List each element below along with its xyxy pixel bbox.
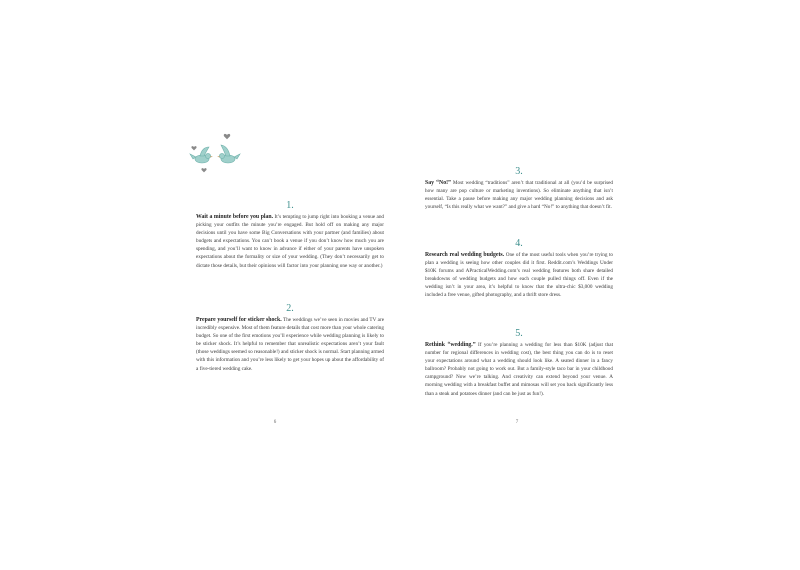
heart-icon [224, 134, 230, 139]
tip-paragraph [425, 179, 613, 211]
tip-body: Most wedding “traditions” aren’t that traditional at all (you’d be surprised how many are pop culture or marketing inventions). So eliminate anything that isn’t essential. Take a pause before making any major wedding planning decisions and ask yourself, “Is this really what we want?” and give a hard “No!” to anything that doesn’t fit. [425, 180, 613, 211]
page-number-left: 6 [273, 420, 277, 425]
tip-lead: Wait a minute before you plan. [196, 214, 274, 220]
tip-5 [425, 328, 613, 398]
tip-paragraph [425, 251, 613, 300]
tip-body: One of the most useful tools when you’re trying to plan a wedding is seeing how other couples did it first. Reddit.com’s Weddings Under $10K forums and APracticalWedding.com’s real wedding features both share detailed breakdowns of wedding budgets and how each couple pulled things off. Even if the wedding isn’t in your area, it’s helpful to know that the ultra-chic $3,000 wedding included a free venue, gifted photography, and a thrift store dress. [425, 252, 614, 299]
tip-number: 4. [515, 238, 523, 249]
birds-and-hearts-icon [182, 132, 250, 182]
tip-paragraph [425, 341, 613, 398]
tip-3 [425, 166, 613, 211]
tip-paragraph [196, 316, 384, 373]
tip-2 [196, 303, 384, 373]
tip-number: 5. [515, 328, 523, 339]
heart-icon [201, 168, 206, 172]
heart-icon [191, 146, 196, 150]
page-number-right: 7 [515, 420, 519, 425]
tip-number: 2. [286, 303, 294, 314]
tip-lead: Rethink “wedding.” [425, 342, 476, 348]
tip-number: 1. [286, 200, 294, 211]
tip-number: 3. [515, 166, 523, 177]
tip-body: It’s tempting to jump right into booking a venue and picking your outfits the minute you’re engaged. But hold off on making any major decisions until you have some Big Conversations with your partner (and families) about budgets and expectations. You can’t book a venue if you don’t know how much you are spending, and you’ll want to know in advance if either of your parents have unspoken expectations about the formality or size of your wedding. (They don’t necessarily get to dictate those details, but their opinions will factor into your planning one way or another.) [196, 214, 385, 269]
tip-1 [196, 200, 384, 270]
tip-body: If you’re planning a wedding for less than $10K (adjust that number for regional differences in wedding cost), the best thing you can do is to reset your expectations around what a wedding should look like. A seated dinner in a fancy ballroom? Probably not going to work out. But a family-style taco bar in your childhood campground? Now we’re talking. And creativity can extend beyond your venue. A morning wedding with a breakfast buffet and mimosas will set you back significantly less than a steak and potatoes dinner (and can be just as fun!). [425, 342, 614, 397]
tip-lead: Say “No!” [425, 180, 451, 186]
bird-right-icon [217, 145, 240, 163]
tip-body: The weddings we’ve seen in movies and TV are incredibly expensive. Most of them feature details that cost more than your whole catering budget. So one of the first emotions you’ll experience while wedding planning is likely to be sticker shock. It’s helpful to remember that unrealistic expectations aren’t your fault (those weddings seemed so reasonable!) and sticker shock is normal. Start planning armed with this information and you’re less likely to get your hopes up about the affordability of a five-tiered wedding cake. [196, 317, 385, 372]
right-page [400, 0, 800, 570]
tip-4 [425, 238, 613, 300]
tip-lead: Research real wedding budgets. [425, 252, 505, 258]
tip-paragraph [196, 213, 384, 270]
tip-lead: Prepare yourself for sticker shock. [196, 317, 282, 323]
